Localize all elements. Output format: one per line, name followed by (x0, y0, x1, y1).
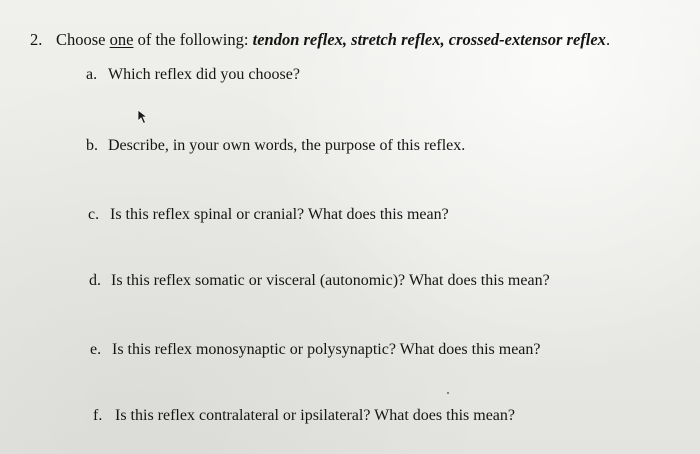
question-prefix: Choose (56, 30, 110, 49)
subquestion-f (93, 406, 515, 426)
subquestion-text: Is this reflex somatic or visceral (autonomic)? What does this mean? (111, 272, 550, 289)
subquestion-marker: d. (89, 272, 101, 289)
mouse-pointer-icon (137, 109, 149, 125)
subquestion-d (89, 271, 550, 291)
question-2-stem (30, 30, 610, 50)
subquestion-marker: f. (93, 407, 103, 424)
paper-speck (447, 392, 449, 394)
subquestion-text: Is this reflex monosynaptic or polysynaptic? What does this mean? (112, 341, 541, 358)
subquestion-e (90, 340, 541, 360)
subquestion-c (88, 205, 449, 225)
subquestion-a (86, 65, 300, 85)
question-underlined-word: one (109, 30, 134, 49)
subquestion-marker: e. (90, 341, 102, 358)
subquestion-text: Is this reflex spinal or cranial? What does this mean? (110, 206, 449, 223)
question-middle: of the following: (133, 30, 253, 49)
subquestion-text: Describe, in your own words, the purpose of this reflex. (108, 137, 466, 154)
subquestion-marker: c. (88, 206, 100, 223)
question-end: . (605, 30, 611, 49)
subquestion-marker: a. (86, 66, 98, 83)
subquestion-marker: b. (86, 137, 98, 154)
subquestion-text: Is this reflex contralateral or ipsilateral? What does this mean? (115, 407, 515, 424)
question-options: tendon reflex, stretch reflex, crossed-extensor reflex (252, 30, 606, 49)
subquestion-b (86, 136, 465, 156)
question-number: 2. (30, 30, 43, 49)
subquestion-text: Which reflex did you choose? (108, 66, 300, 83)
